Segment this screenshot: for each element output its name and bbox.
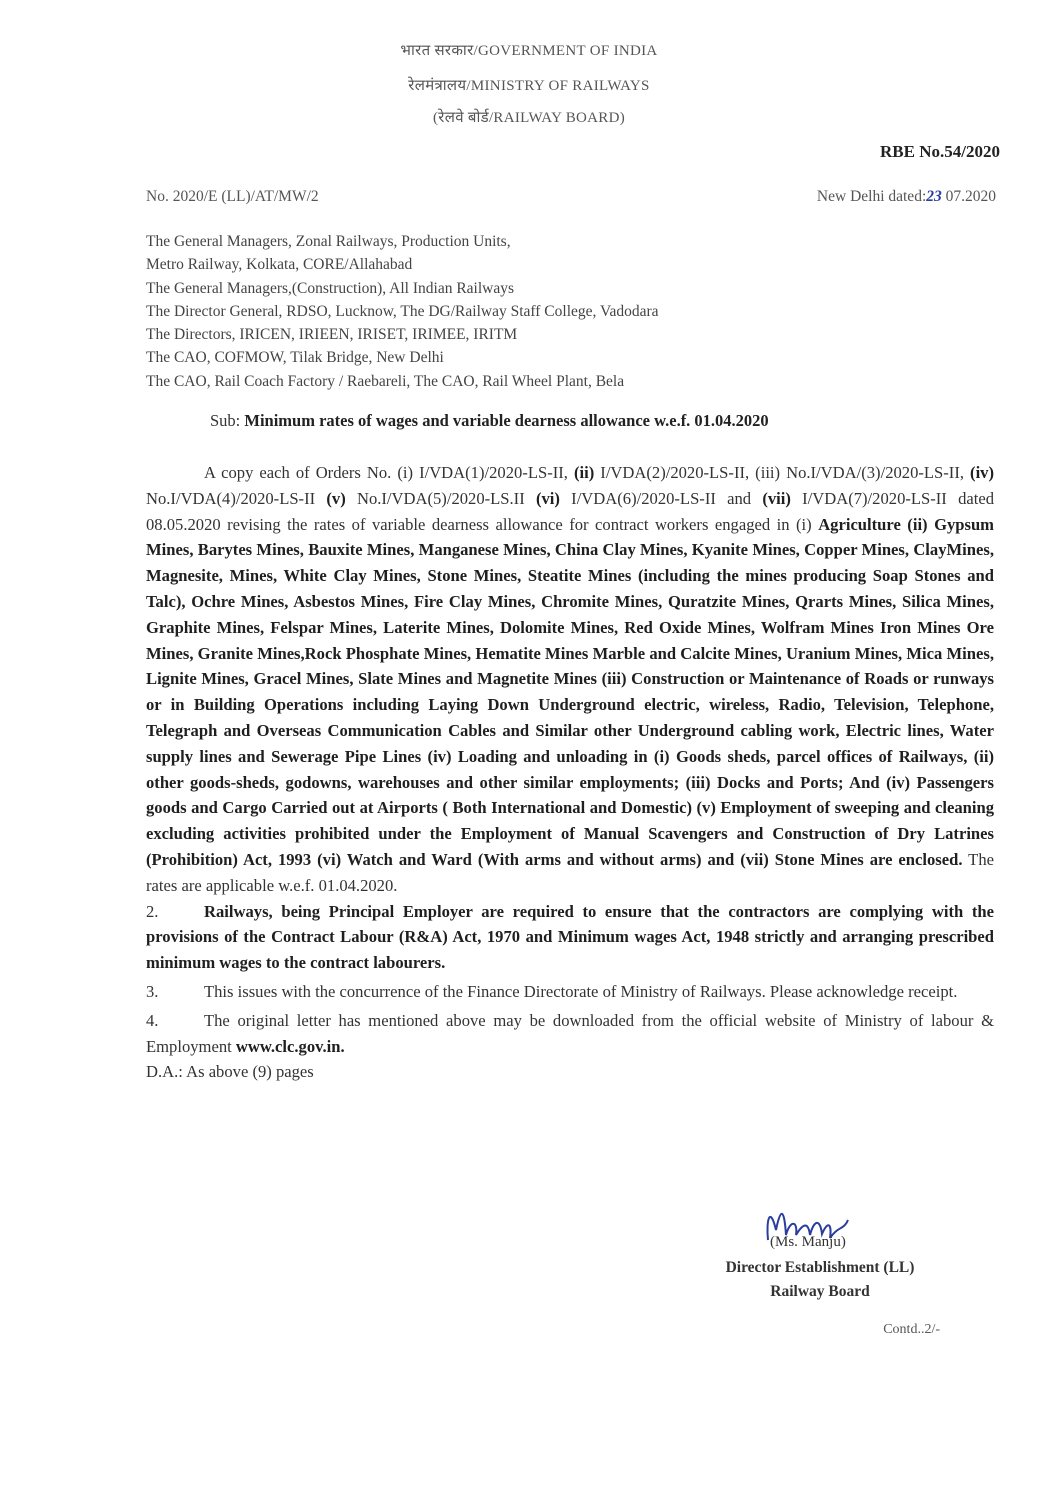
bold-text-segment: (ii) [573, 463, 595, 482]
subject-line [210, 411, 769, 431]
subject-text: Minimum rates of wages and variable dearness allowance w.e.f. 01.04.2020 [244, 411, 769, 430]
paragraph-text: Railways, being Principal Employer are required to ensure that the contractors are complying with the provisions of the Contract Labour (R&A) Act, 1970 and Minimum wages Act, 1948 strictly and arranging prescribed minimum wages to the contract labourers. [146, 901, 994, 973]
paragraph-text: This issues with the concurrence of the Finance Directorate of Ministry of Railways. Please acknowledge receipt. [204, 981, 958, 1001]
addressee: The CAO, Rail Coach Factory / Raebareli, The CAO, Rail Wheel Plant, Bela [146, 372, 625, 390]
date-rest: 07.2020 [941, 188, 996, 205]
addressee: The General Managers,(Construction), All Indian Railways [146, 279, 515, 297]
paragraph-3 [146, 979, 994, 1005]
subject-label: Sub: [210, 411, 245, 430]
paragraph-number: 3. [146, 981, 159, 1001]
paragraph-1 [146, 460, 994, 899]
addressee: The General Managers, Zonal Railways, Production Units, [146, 233, 511, 250]
addressee: The Director General, RDSO, Lucknow, The DG/Railway Staff College, Vadodara [146, 302, 659, 320]
text-segment: No.I/VDA(4)/2020-LS-II [146, 488, 327, 508]
bold-text-segment: (iv) [970, 463, 995, 482]
paragraph-text: The original letter has mentioned above may be downloaded from the official website of Ministry of labour & Employment [146, 1010, 994, 1056]
paragraph-2 [146, 899, 994, 976]
signatory-designation: Director Establishment (LL) [725, 1259, 915, 1276]
text-segment: I/VDA(6)/2020-LS-II and [559, 488, 763, 508]
paragraph-number: 2. [146, 901, 159, 921]
paragraph-number: 4. [146, 1010, 159, 1030]
header-ministry: रेलमंत्रालय/MINISTRY OF RAILWAYS [408, 78, 650, 94]
signatory-name: (Ms. Manju) [770, 1234, 846, 1250]
bold-text-segment: (vii) [762, 488, 791, 508]
paragraph-4 [146, 1008, 994, 1060]
text-segment: I/VDA(7)/2020-LS-II dated 08.05.2020 revising the rates of variable dearness allowance for contract workers engaged in (i) [146, 488, 994, 534]
signature-block [710, 1256, 930, 1304]
text-segment: No.I/VDA(5)/2020-LS.II [345, 488, 536, 508]
date-prefix: New Delhi dated: [816, 188, 927, 205]
text-segment: The rates are applicable w.e.f. 01.04.2020. [146, 849, 994, 895]
letter-date [817, 188, 996, 206]
bold-text-segment: Agriculture (ii) Gypsum Mines, Barytes Mines, Bauxite Mines, Manganese Mines, China Clay Mines, Kyanite Mines, Copper Mines, ClayMines, Magnesite, Mines, White Clay Mines, Stone Mines, Steatite Mines (including the mines producing Soap Stones and Talc), Ochre Mines, Asbestos Mines, Fire Clay Mines, Chromite Mines, Quratzite Mines, Qrarts Mines, Silica Mines, Graphite Mines, Felspar Mines, Laterite Mines, Dolomite Mines, Red Oxide Mines, Wolfram Mines Iron Mines Ore Mines, Granite Mines,Rock Phosphate Mines, Hematite Mines Marble and Calcite Mines, Uranium Mines, Mica Mines, Lignite Mines, Gracel Mines, Slate Mines and Magnetite Mines (iii) Construction or Maintenance of Roads or runways or in Building Operations including Laying Down Underground electric, wireless, Radio, Television, Telephone, Telegraph and Overseas Communication Cables and Similar other Underground cabling work, Electric lines, Water supply lines and Sewerage Pipe Lines (iv) Loading and unloading in (i) Goods sheds, parcel offices of Railways, (ii) other goods-sheds, godowns, warehouses and other similar employments; (iii) Docks and Ports; And (iv) Passengers goods and Cargo Carried out at Airports ( Both International and Domestic) (v) Employment of sweeping and cleaning excluding activities prohibited under the Employment of Manual Scavengers and Construction of Dry Latrines (Prohibition) Act, 1993 (vi) Watch and Ward (With arms and without arms) and (vii) Stone Mines are enclosed. [146, 514, 995, 869]
continued-note: Contd..2/- [883, 1322, 940, 1337]
rbe-number: RBE No.54/2020 [880, 142, 1000, 161]
reference-number: No. 2020/E (LL)/AT/MW/2 [146, 188, 319, 205]
date-day-handwritten: 23 [926, 188, 942, 205]
addressee: The CAO, COFMOW, Tilak Bridge, New Delhi [146, 349, 444, 367]
enclosure-note: D.A.: As above (9) pages [146, 1062, 314, 1082]
bold-text-segment: (vi) [535, 488, 560, 508]
bold-text-segment: (v) [326, 488, 346, 508]
header-government: भारत सरकार/GOVERNMENT OF INDIA [400, 43, 658, 59]
signatory-office: Railway Board [770, 1283, 870, 1300]
addressee: The Directors, IRICEN, IRIEEN, IRISET, IRIMEE, IRITM [146, 326, 518, 344]
header-board: (रेलवे बोर्ड/RAILWAY BOARD) [433, 110, 625, 126]
text-segment: A copy each of Orders No. (i) I/VDA(1)/2020-LS-II, [204, 463, 574, 482]
letter-body [146, 460, 994, 1085]
website-link[interactable]: www.clc.gov.in. [235, 1036, 345, 1056]
addressee: Metro Railway, Kolkata, CORE/Allahabad [146, 256, 413, 274]
text-segment: I/VDA(2)/2020-LS-II, (iii) No.I/VDA/(3)/2020-LS-II, [594, 463, 971, 482]
addressee-list [146, 230, 659, 393]
